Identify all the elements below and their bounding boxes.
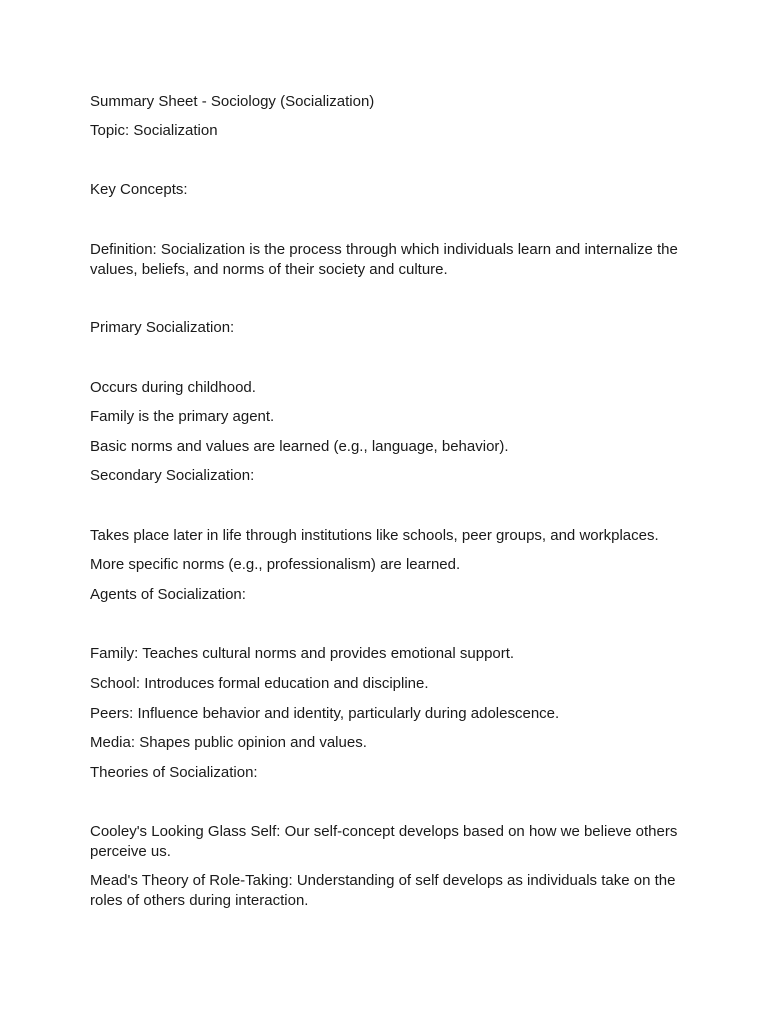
theories-of-socialization-heading: Theories of Socialization: bbox=[90, 764, 258, 781]
list-item: Media: Shapes public opinion and values. bbox=[90, 734, 367, 751]
list-item: Family is the primary agent. bbox=[90, 408, 275, 425]
key-concepts-heading: Key Concepts: bbox=[90, 181, 188, 198]
list-item: Mead's Theory of Role-Taking: Understanding of self develops as individuals take on the roles of others during interaction. bbox=[90, 872, 676, 909]
document-title: Summary Sheet - Sociology (Socialization) bbox=[90, 93, 375, 110]
list-item: Cooley's Looking Glass Self: Our self-concept develops based on how we believe others perceive us. bbox=[90, 823, 678, 860]
list-item: Family: Teaches cultural norms and provides emotional support. bbox=[90, 645, 515, 662]
definition-paragraph: Definition: Socialization is the process through which individuals learn and internalize the values, beliefs, and norms of their society and culture. bbox=[90, 241, 678, 278]
secondary-socialization-heading: Secondary Socialization: bbox=[90, 467, 255, 484]
agents-of-socialization-heading: Agents of Socialization: bbox=[90, 586, 246, 603]
list-item: Occurs during childhood. bbox=[90, 379, 256, 396]
primary-socialization-heading: Primary Socialization: bbox=[90, 319, 235, 336]
list-item: Peers: Influence behavior and identity, particularly during adolescence. bbox=[90, 705, 560, 722]
list-item: School: Introduces formal education and discipline. bbox=[90, 675, 429, 692]
topic-line: Topic: Socialization bbox=[90, 122, 218, 139]
list-item: Takes place later in life through institutions like schools, peer groups, and workplaces. bbox=[90, 527, 659, 544]
list-item: Basic norms and values are learned (e.g., language, behavior). bbox=[90, 438, 509, 455]
list-item: More specific norms (e.g., professionalism) are learned. bbox=[90, 556, 461, 573]
